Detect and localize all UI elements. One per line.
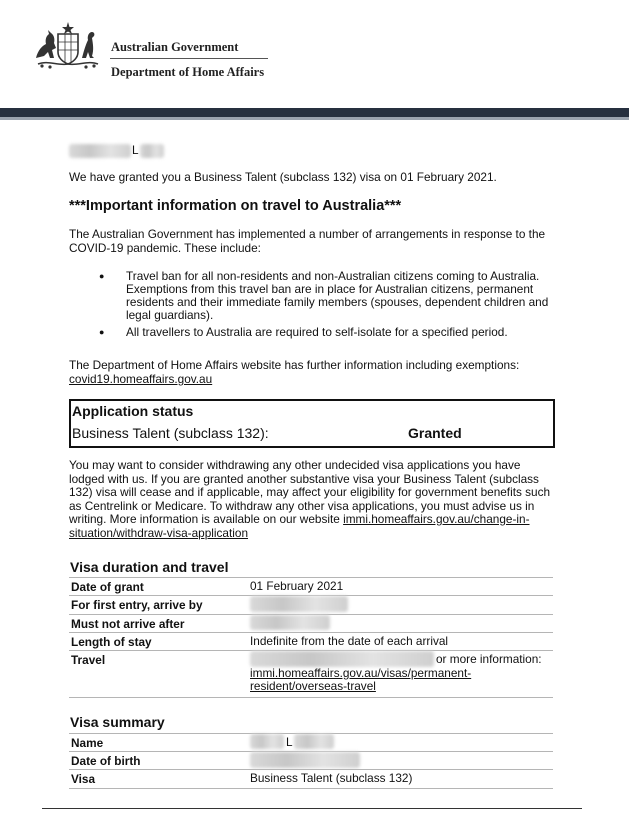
table-divider — [69, 788, 553, 789]
redacted-arrive-by-date — [250, 596, 348, 612]
table-divider — [69, 577, 553, 578]
covid-website-link[interactable]: covid19.homeaffairs.gov.au — [69, 372, 213, 386]
visa-summary-title: Visa summary — [70, 714, 165, 730]
important-heading: ***Important information on travel to Australia*** — [69, 198, 402, 214]
arrive-by-label: For first entry, arrive by — [71, 598, 203, 612]
coat-of-arms-icon — [32, 20, 104, 72]
header-band — [0, 108, 629, 117]
date-of-birth-label: Date of birth — [71, 754, 141, 768]
government-name: Australian Government — [111, 40, 239, 54]
table-divider — [69, 769, 553, 770]
date-of-grant-label: Date of grant — [71, 580, 144, 594]
website-sentence: The Department of Home Affairs website has further information including exemptions: — [69, 358, 520, 372]
redacted-given-name — [250, 734, 284, 749]
date-of-grant-value: 01 February 2021 — [250, 579, 344, 593]
name-label: Name — [71, 736, 104, 750]
department-name: Department of Home Affairs — [111, 65, 265, 79]
visa-label: Visa — [71, 772, 96, 786]
covid-measures-list — [99, 270, 559, 343]
redacted-date-of-birth — [250, 752, 360, 768]
recipient-name: L — [132, 143, 139, 157]
travel-value: or more information: — [436, 652, 542, 666]
length-of-stay-value: Indefinite from the date of each arrival — [250, 634, 449, 648]
footer-divider — [42, 808, 582, 809]
withdraw-link[interactable]: immi.homeaffairs.gov.au/change-in-situation/withdraw-visa-application — [69, 512, 530, 540]
table-divider — [69, 697, 553, 698]
application-status-value: Granted — [408, 425, 462, 441]
redacted-travel-info — [250, 651, 434, 667]
header-band-accent — [0, 117, 629, 120]
withdraw-paragraph — [69, 459, 555, 540]
overseas-travel-link[interactable]: immi.homeaffairs.gov.au/visas/permanent-resident/overseas-travel — [250, 666, 472, 693]
header-divider — [110, 58, 268, 59]
grant-sentence: We have granted you a Business Talent (subclass 132) visa on 01 February 2021. — [69, 170, 497, 184]
list-item: ● All travellers to Australia are required to self-isolate for a specified period. — [99, 326, 559, 339]
redacted-recipient-name — [69, 144, 131, 158]
table-divider — [69, 632, 553, 633]
covid-intro: The Australian Government has implemented a number of arrangements in response to the COVID-19 pandemic. These include: — [69, 227, 546, 255]
visa-value: Business Talent (subclass 132) — [250, 771, 413, 785]
withdraw-text: You may want to consider withdrawing any other undecided visa applications you have lodged with us. If you are granted another substantive visa your Business Talent (subclass 132) visa will cease and if applicable, may affect your eligibility for government benefits such as Centrelink or Medicare. To withdraw any other visa applications, you must advise us in writing. More information is available on our website — [69, 458, 551, 526]
application-status-visa-type: Business Talent (subclass 132): — [72, 425, 269, 441]
application-status-title: Application status — [72, 403, 194, 419]
name-value: L — [286, 735, 293, 749]
redacted-recipient-surname — [140, 144, 164, 158]
redacted-arrive-after-date — [250, 615, 330, 630]
length-of-stay-label: Length of stay — [71, 635, 152, 649]
visa-duration-title: Visa duration and travel — [70, 559, 229, 575]
travel-label: Travel — [71, 653, 106, 667]
must-not-arrive-after-label: Must not arrive after — [71, 617, 185, 631]
list-item: ● Travel ban for all non-residents and non-Australian citizens coming to Australia. Exemptions from this travel ban are in place for Australian citizens, permanent residents and their immediate family members (spouses, dependent children and legal guardians). — [99, 270, 559, 322]
redacted-surname — [294, 734, 334, 749]
